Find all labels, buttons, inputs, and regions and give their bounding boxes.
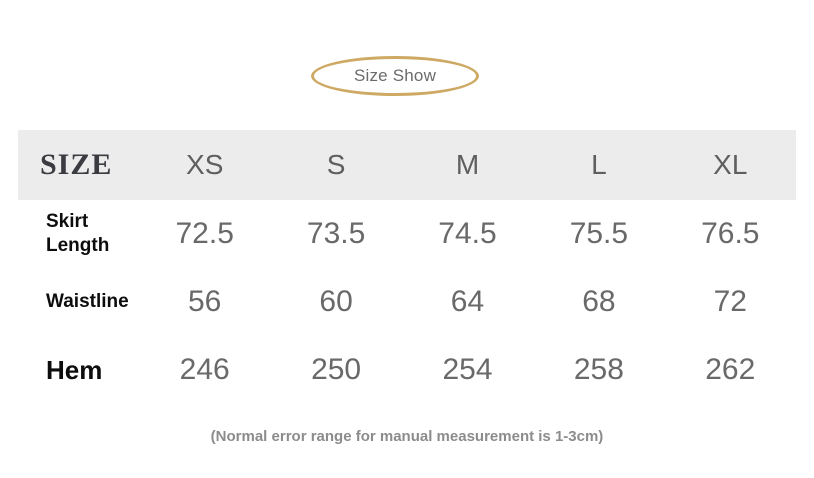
skirt-length-l: 75.5 (569, 217, 629, 250)
hem-xs: 246 (179, 353, 230, 386)
skirt-length-xl: 76.5 (701, 217, 760, 250)
table-row-hem (18, 336, 796, 404)
column-header-m: M (455, 149, 480, 180)
hem-m: 254 (442, 353, 493, 386)
row-label-skirt-length: Skirt Length (46, 211, 110, 256)
column-header-size: SIZE (40, 148, 113, 181)
skirt-length-s: 73.5 (306, 217, 366, 250)
hem-s: 250 (311, 353, 362, 386)
row-label-waistline: Waistline (46, 291, 129, 313)
table-header-row (18, 130, 796, 200)
column-header-s: S (326, 149, 346, 180)
table-row-waistline (18, 268, 796, 336)
column-header-xl: XL (713, 149, 748, 180)
size-show-label: Size Show (353, 66, 437, 85)
waistline-s: 60 (319, 285, 353, 318)
size-show-badge (311, 56, 479, 96)
waistline-xl: 72 (713, 285, 747, 318)
skirt-length-xs: 72.5 (175, 217, 234, 250)
size-table (18, 130, 796, 404)
column-header-l: L (591, 149, 607, 180)
hem-l: 258 (573, 353, 624, 386)
column-header-xs: XS (186, 149, 224, 180)
waistline-xs: 56 (188, 285, 222, 318)
waistline-m: 64 (450, 285, 485, 318)
waistline-l: 68 (582, 285, 616, 318)
table-row-skirt-length (18, 200, 796, 268)
skirt-length-m: 74.5 (438, 217, 497, 250)
row-label-hem: Hem (46, 354, 103, 385)
hem-xl: 262 (705, 353, 756, 386)
measurement-error-note: (Normal error range for manual measurement is 1-3cm) (210, 428, 604, 445)
